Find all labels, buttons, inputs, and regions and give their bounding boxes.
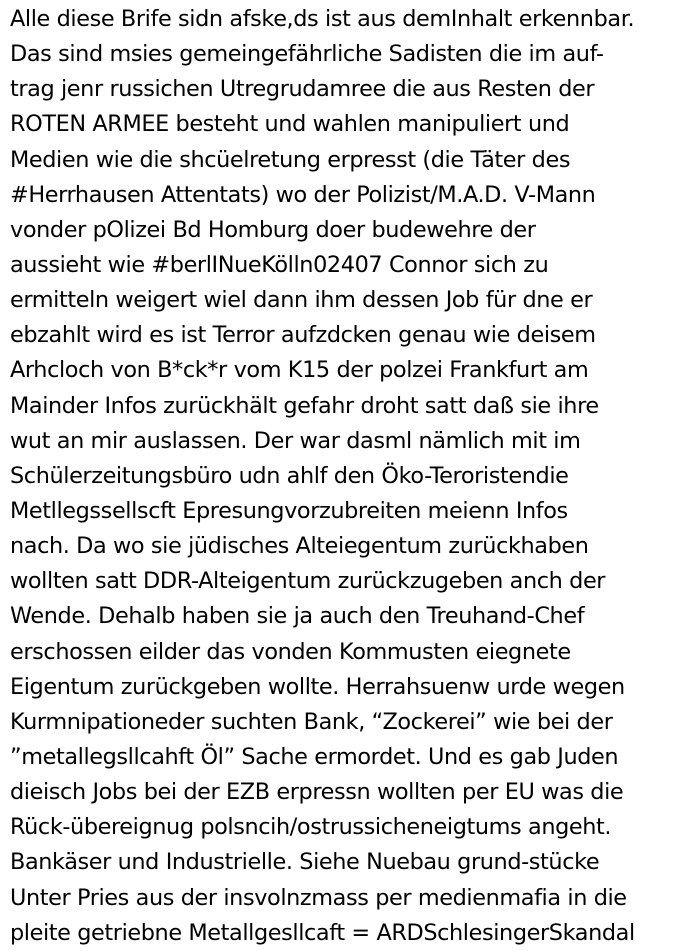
text-line: aussieht wie #berlINueKölln02407 Connor sich zu <box>10 251 549 278</box>
text-line: #Herrhausen Attentats) wo der Polizist/M.A.D. V-Mann <box>10 181 596 208</box>
text-line: ”metallegsllcahft Öl” Sache ermordet. Und es gab Juden <box>10 743 619 770</box>
text-line: pleite getriebne Metallgesllcaft = ARDSchlesingerSkandal <box>10 919 635 946</box>
text-line: Rück-übereignug polsncih/ostrussicheneigtums angeht. <box>10 814 612 841</box>
text-line: wollten satt DDR-Alteigentum zurückzugeben anch der <box>10 568 606 595</box>
text-line: Eigentum zurückgeben wollte. Herrahsuenw urde wegen <box>10 673 625 700</box>
text-line: wut an mir auslassen. Der war dasml nämlich mit im <box>10 427 581 454</box>
text-line: Metllegssellscft Epresungvorzubreiten meienn Infos <box>10 497 568 524</box>
text-line: Arhcloch von B*ck*r vom K15 der polzei Frankfurt am <box>10 357 589 384</box>
text-line: Wende. Dehalb haben sie ja auch den Treuhand-Chef <box>10 603 585 630</box>
document-text-body <box>10 2 682 951</box>
text-line: dieisch Jobs bei der EZB erpressn wollten per EU was die <box>10 779 624 806</box>
text-line: Unter Pries aus der insvolnzmass per medienmafia in die <box>10 884 627 911</box>
text-line: nach. Da wo sie jüdisches Alteiegentum zurückhaben <box>10 533 589 560</box>
text-line: Das sind msies gemeingefährliche Sadisten die im auf- <box>10 41 604 68</box>
text-line: ermitteln weigert wiel dann ihm dessen Job für dne er <box>10 287 593 314</box>
text-line: Bankäser und Industrielle. Siehe Nuebau grund-stücke <box>10 849 600 876</box>
text-line: Alle diese Brife sidn afske,ds ist aus demInhalt erkennbar. <box>10 6 635 32</box>
text-line: trag jenr russichen Utregrudamree die aus Resten der <box>10 76 595 103</box>
text-line: Mainder Infos zurückhält gefahr droht satt daß sie ihre <box>10 392 599 419</box>
text-line: Schülerzeitungsbüro udn ahlf den Öko-Teroristendie <box>10 462 569 489</box>
text-line: vonder pOlizei Bd Homburg doer budewehre der <box>10 216 536 243</box>
text-line: Kurmnipationeder suchten Bank, “Zockerei” wie bei der <box>10 708 613 735</box>
text-line: ROTEN ARMEE besteht und wahlen manipuliert und <box>10 111 570 138</box>
text-line: ebzahlt wird es ist Terror aufzdcken genau wie deisem <box>10 322 596 349</box>
text-line: Medien wie die shcüelretung erpresst (die Täter des <box>10 146 571 173</box>
text-line: erschossen eilder das vonden Kommusten eiegnete <box>10 638 571 665</box>
